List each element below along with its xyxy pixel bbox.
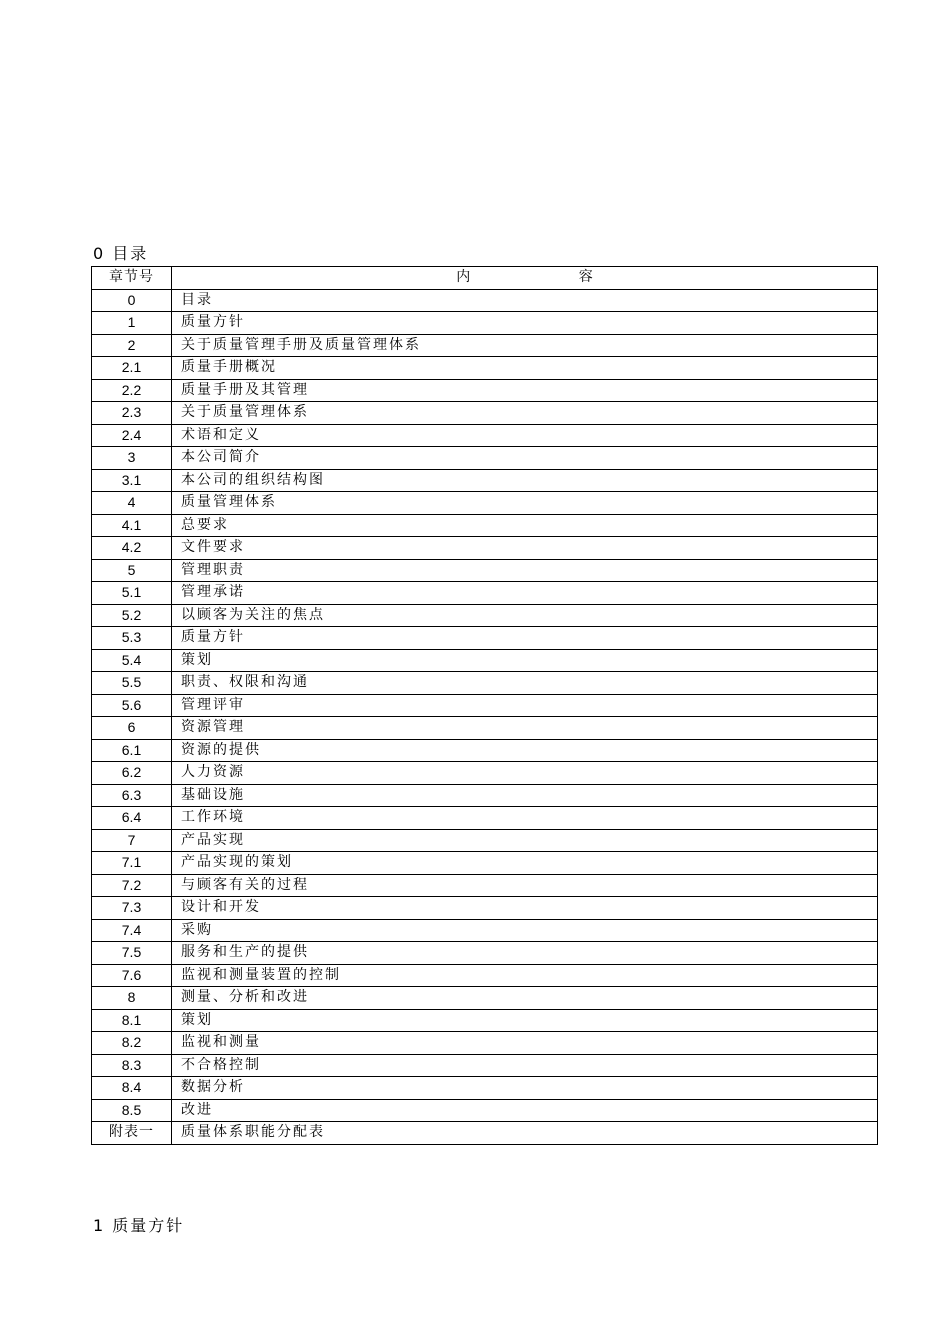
chapter-title: 本公司的组织结构图 [172,469,878,492]
chapter-number: 8 [92,987,172,1010]
chapter-title: 服务和生产的提供 [172,942,878,965]
table-row [92,492,878,515]
chapter-title: 产品实现 [172,829,878,852]
table-row [92,762,878,785]
chapter-number: 2.3 [92,402,172,425]
table-row [92,582,878,605]
chapter-number: 附表一 [92,1122,172,1145]
chapter-number: 5 [92,559,172,582]
chapter-number: 8.1 [92,1009,172,1032]
chapter-title: 管理职责 [172,559,878,582]
table-row [92,469,878,492]
table-row [92,784,878,807]
chapter-title: 质量方针 [172,312,878,335]
table-row [92,1032,878,1055]
chapter-number: 7.5 [92,942,172,965]
chapter-title: 设计和开发 [172,897,878,920]
chapter-title: 监视和测量 [172,1032,878,1055]
chapter-number: 6.4 [92,807,172,830]
table-row [92,874,878,897]
chapter-title: 与顾客有关的过程 [172,874,878,897]
table-row [92,1077,878,1100]
table-row [92,829,878,852]
table-row [92,604,878,627]
chapter-title: 测量、分析和改进 [172,987,878,1010]
chapter-number: 7.6 [92,964,172,987]
chapter-number: 7.3 [92,897,172,920]
table-row [92,424,878,447]
chapter-title: 质量方针 [172,627,878,650]
chapter-title: 管理承诺 [172,582,878,605]
table-row [92,672,878,695]
toc-heading: 0 目录 [93,244,149,263]
chapter-title: 质量管理体系 [172,492,878,515]
table-row [92,627,878,650]
chapter-title: 质量体系职能分配表 [172,1122,878,1145]
table-row [92,379,878,402]
chapter-title: 人力资源 [172,762,878,785]
chapter-number: 6.1 [92,739,172,762]
chapter-number: 6.2 [92,762,172,785]
table-row [92,334,878,357]
table-row [92,649,878,672]
chapter-title: 关于质量管理手册及质量管理体系 [172,334,878,357]
chapter-title: 职责、权限和沟通 [172,672,878,695]
chapter-number: 1 [92,312,172,335]
chapter-title: 文件要求 [172,537,878,560]
chapter-number: 4 [92,492,172,515]
chapter-title: 策划 [172,649,878,672]
table-row [92,807,878,830]
chapter-title: 不合格控制 [172,1054,878,1077]
chapter-number: 8.4 [92,1077,172,1100]
chapter-title: 术语和定义 [172,424,878,447]
chapter-number: 2.1 [92,357,172,380]
chapter-title: 质量手册概况 [172,357,878,380]
chapter-title: 工作环境 [172,807,878,830]
chapter-title: 总要求 [172,514,878,537]
table-row [92,694,878,717]
chapter-title: 以顾客为关注的焦点 [172,604,878,627]
table-row [92,1054,878,1077]
table-row [92,919,878,942]
chapter-title: 资源管理 [172,717,878,740]
chapter-number: 3.1 [92,469,172,492]
chapter-number: 5.4 [92,649,172,672]
chapter-number: 5.2 [92,604,172,627]
chapter-title: 策划 [172,1009,878,1032]
chapter-number: 2.4 [92,424,172,447]
chapter-number: 2.2 [92,379,172,402]
chapter-title: 管理评审 [172,694,878,717]
chapter-number: 7.2 [92,874,172,897]
table-row [92,1099,878,1122]
table-row [92,717,878,740]
table-row [92,987,878,1010]
chapter-title: 目录 [172,289,878,312]
table-row [92,897,878,920]
chapter-title: 数据分析 [172,1077,878,1100]
chapter-title: 质量手册及其管理 [172,379,878,402]
table-row [92,942,878,965]
toc-header-row [92,267,878,290]
chapter-number: 8.2 [92,1032,172,1055]
table-row [92,739,878,762]
table-row [92,514,878,537]
chapter-number: 6 [92,717,172,740]
table-row [92,852,878,875]
header-content [172,267,878,290]
header-chapter: 章节号 [92,267,172,290]
chapter-number: 5.3 [92,627,172,650]
section-heading: 1 质量方针 [93,1216,185,1235]
chapter-number: 6.3 [92,784,172,807]
table-row [92,964,878,987]
chapter-title: 本公司简介 [172,447,878,470]
chapter-title: 改进 [172,1099,878,1122]
chapter-number: 7.1 [92,852,172,875]
chapter-number: 7.4 [92,919,172,942]
header-content-right: 容 [578,269,593,286]
chapter-number: 5.1 [92,582,172,605]
table-row [92,1122,878,1145]
table-row [92,402,878,425]
chapter-title: 监视和测量装置的控制 [172,964,878,987]
chapter-number: 5.5 [92,672,172,695]
table-row [92,537,878,560]
table-row [92,289,878,312]
chapter-number: 7 [92,829,172,852]
chapter-title: 采购 [172,919,878,942]
chapter-number: 8.5 [92,1099,172,1122]
table-row [92,447,878,470]
chapter-number: 8.3 [92,1054,172,1077]
chapter-number: 2 [92,334,172,357]
table-row [92,357,878,380]
chapter-number: 4.1 [92,514,172,537]
chapter-title: 资源的提供 [172,739,878,762]
table-row [92,1009,878,1032]
chapter-title: 产品实现的策划 [172,852,878,875]
chapter-number: 3 [92,447,172,470]
chapter-number: 0 [92,289,172,312]
chapter-number: 5.6 [92,694,172,717]
toc-table [91,266,878,1145]
header-content-left: 内 [456,269,471,286]
chapter-number: 4.2 [92,537,172,560]
table-row [92,559,878,582]
toc-body [92,289,878,1144]
table-row [92,312,878,335]
chapter-title: 关于质量管理体系 [172,402,878,425]
chapter-title: 基础设施 [172,784,878,807]
